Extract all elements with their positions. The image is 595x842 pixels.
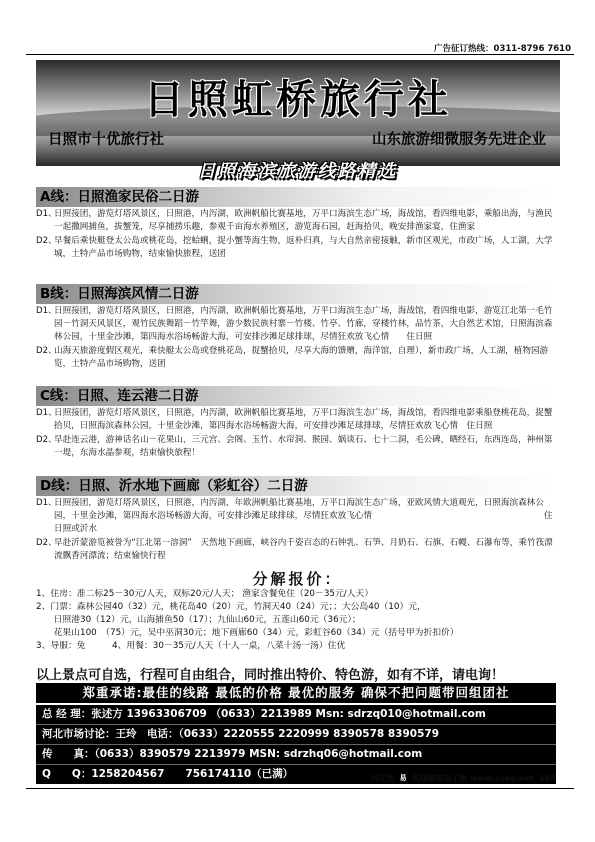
day-label: D2、 <box>36 435 57 445</box>
route-b-day1 <box>36 305 556 344</box>
page-number: 165 <box>539 774 556 783</box>
route-section-c <box>36 386 556 460</box>
day-label: D2、 <box>36 236 57 246</box>
route-a-title: A线：日照渔家民俗二日游 <box>36 187 556 207</box>
publisher-logo-icon: 易 <box>399 774 407 782</box>
day-text: 日照接团，游览灯塔风景区，日照港，内泻湖，欧洲帆船比赛基地，万平口海滨生态广场，海战馆，看四维电影，乘船出海，与渔民一起撒网捕鱼，拔蟹笼，尽享捕捞乐趣，参观千亩海水养殖区，游览海石园，赶海拾贝，晚安排渔家宴，住渔家 <box>54 209 553 232</box>
price-list <box>36 588 556 653</box>
day-text: 早餐后乘快艇登太公岛或桃花岛，挖蛤蜊，捉小蟹等海生物，返朴归真，与大自然亲密接触，新市区观光，市政广场，人工湖，大学城，土特产品市场购物，结束愉快旅程，送团 <box>54 236 553 259</box>
route-c-day2 <box>36 434 556 460</box>
day-text: 早赴连云港，游神话名山－花果山，三元宫、会阁、玉竹、水帘洞、猴园、娲谈石、七十二洞，毛公碑，晒经石，东西连岛，神州第一堤，东海水晶参观，结束愉快旅程！ <box>54 435 553 458</box>
bottom-rule <box>26 788 574 789</box>
contact-qq: Q Q：1258204567 756174110（已满） <box>42 768 294 780</box>
day-label: D1、 <box>36 306 57 316</box>
price-line: 2、门票：森林公园40（32）元，桃花岛40（20）元，竹洞天40（24）元；；大公岛40（10）元， <box>36 602 426 612</box>
route-section-d <box>36 476 556 563</box>
footer-website: 欢迎浏览电子版 www.zyoo.net <box>411 774 534 783</box>
price-line: 日照港30（12）元，山海捕鱼50（17）；九仙山60元，五莲山60元（36元）； <box>36 615 361 625</box>
day-label: D2、 <box>36 346 57 356</box>
itinerary-notice: 以上景点可自选，行程可自由组合，同时推出特价、特色游，如有不详，请电询！ <box>36 668 505 683</box>
route-c-title: C线：日照、连云港二日游 <box>36 386 556 406</box>
page-footer <box>36 773 556 787</box>
day-text: 日照接团，游览灯塔风景区，日照港，内泻湖，欧洲帆船比赛基地，万平口海滨生态广场，海战馆，看四维电影乘船登桃花岛，捉蟹拾贝，日照海滨森林公园，十里金沙滩，第四海水浴场畅游大海，可安排沙滩足球排球，尽情狂欢放飞心情 住日照 <box>54 408 553 431</box>
price-line: 花果山100 （75）元，吴中巫洞30元；地下画廊60（34）元，彩虹谷60（34）元（括号甲为折扣价） <box>36 628 459 638</box>
price-heading: 分解报价： <box>252 570 343 588</box>
banner-tagline-right: 山东旅游细微服务先进企业 <box>372 132 546 148</box>
day-text: 日照接团，游览灯塔风景区，日照港，内泻湖，年欧洲帆船比赛基地，万平口海滨生态广场，亚欧风情大道观光，日照海滨森林公园，十里金沙滩，第四海水浴场畅游大海，可安排沙滩足球排球，尽情狂欢放飞心情 住日照或沂水 <box>54 498 553 534</box>
day-label: D1、 <box>36 209 57 219</box>
top-rule <box>26 54 574 55</box>
route-d-title: D线：日照、沂水地下画廊（彩虹谷）二日游 <box>36 476 556 496</box>
contact-hebei-market: 河北市场讨论：王玲 电话：（0633）2220555 2220999 8390578 8390579 <box>36 725 556 745</box>
day-text: 山海天旅游度假区观光，乘快艇太公岛或登桃花岛，捉蟹拾贝，尽享大海的馈赠，海洋馆，自理），新市政广场，人工湖，植物园游览，土特产品市场购物，送团 <box>54 346 549 369</box>
day-text: 日照接团，游览灯塔风景区，日照港，内泻湖，欧洲帆船比赛基地，万平口海滨生态广场，海战馆，看四维电影，游览江北第一毛竹园－竹洞天风景区，观竹民族舞蹈－竹竿舞，游少数民族村寨－竹楼、竹亭、竹廊，穿楼竹林，品竹茶，大自然艺术馆，日照海滨森林公园，十里金沙滩，第四海水浴场畅游大海，可安排沙滩足球排球，尽情狂欢放飞心情 住日照 <box>54 306 553 342</box>
contact-manager: 总 经 理：张述方 13963306709 （0633）2213989 Msn: sdrzq010@hotmail.com <box>36 705 556 725</box>
banner-tagline-left: 日照市十优旅行社 <box>48 132 164 148</box>
price-line: 1、住房：准二标25－30元/人天，双标20元/人天； 渔家含餐免住（20－35元/人天） <box>36 589 374 599</box>
agency-banner <box>36 60 560 166</box>
route-section-a <box>36 187 556 261</box>
footer-section: 河北版 <box>370 774 395 783</box>
route-d-day1 <box>36 497 556 536</box>
route-b-day2 <box>36 345 556 371</box>
footer-info <box>371 773 556 784</box>
day-label: D1、 <box>36 408 57 418</box>
route-c-day1 <box>36 407 556 433</box>
routes-heading: 日照海滨旅游线路精选 <box>197 161 398 182</box>
route-b-title: B线：日照海滨风情二日游 <box>36 284 556 304</box>
contact-fax: 传 真：（0633）8390579 2213979 MSN: sdrzhq06@hotmail.com <box>36 745 556 765</box>
ad-hotline: 广告征订热线：0311-8796 7610 <box>434 44 571 54</box>
agency-name: 日照虹桥旅行社 <box>144 77 452 123</box>
price-line: 3、导服：免 4、用餐：30－35元/人天（十人一桌，八菜十汤一汤）住优 <box>36 641 346 651</box>
day-label: D2、 <box>36 538 57 548</box>
route-a-day1 <box>36 208 556 234</box>
route-a-day2 <box>36 235 556 261</box>
route-d-day2 <box>36 537 556 563</box>
day-text: 早赴沂蒙游览被誉为“江北第一溶洞” 天然地下画廊，峡谷内千姿百态的石钟乳、石笋、月奶石、石旗、石幔、石瀑布等，乘竹筏漂流飘香河漂流；结束愉快行程 <box>54 538 553 561</box>
day-label: D1、 <box>36 498 57 508</box>
route-section-b <box>36 284 556 371</box>
service-promise: 郑重承诺:最佳的线路 最低的价格 最优的服务 确保不把问题带回组团社 <box>36 683 556 703</box>
